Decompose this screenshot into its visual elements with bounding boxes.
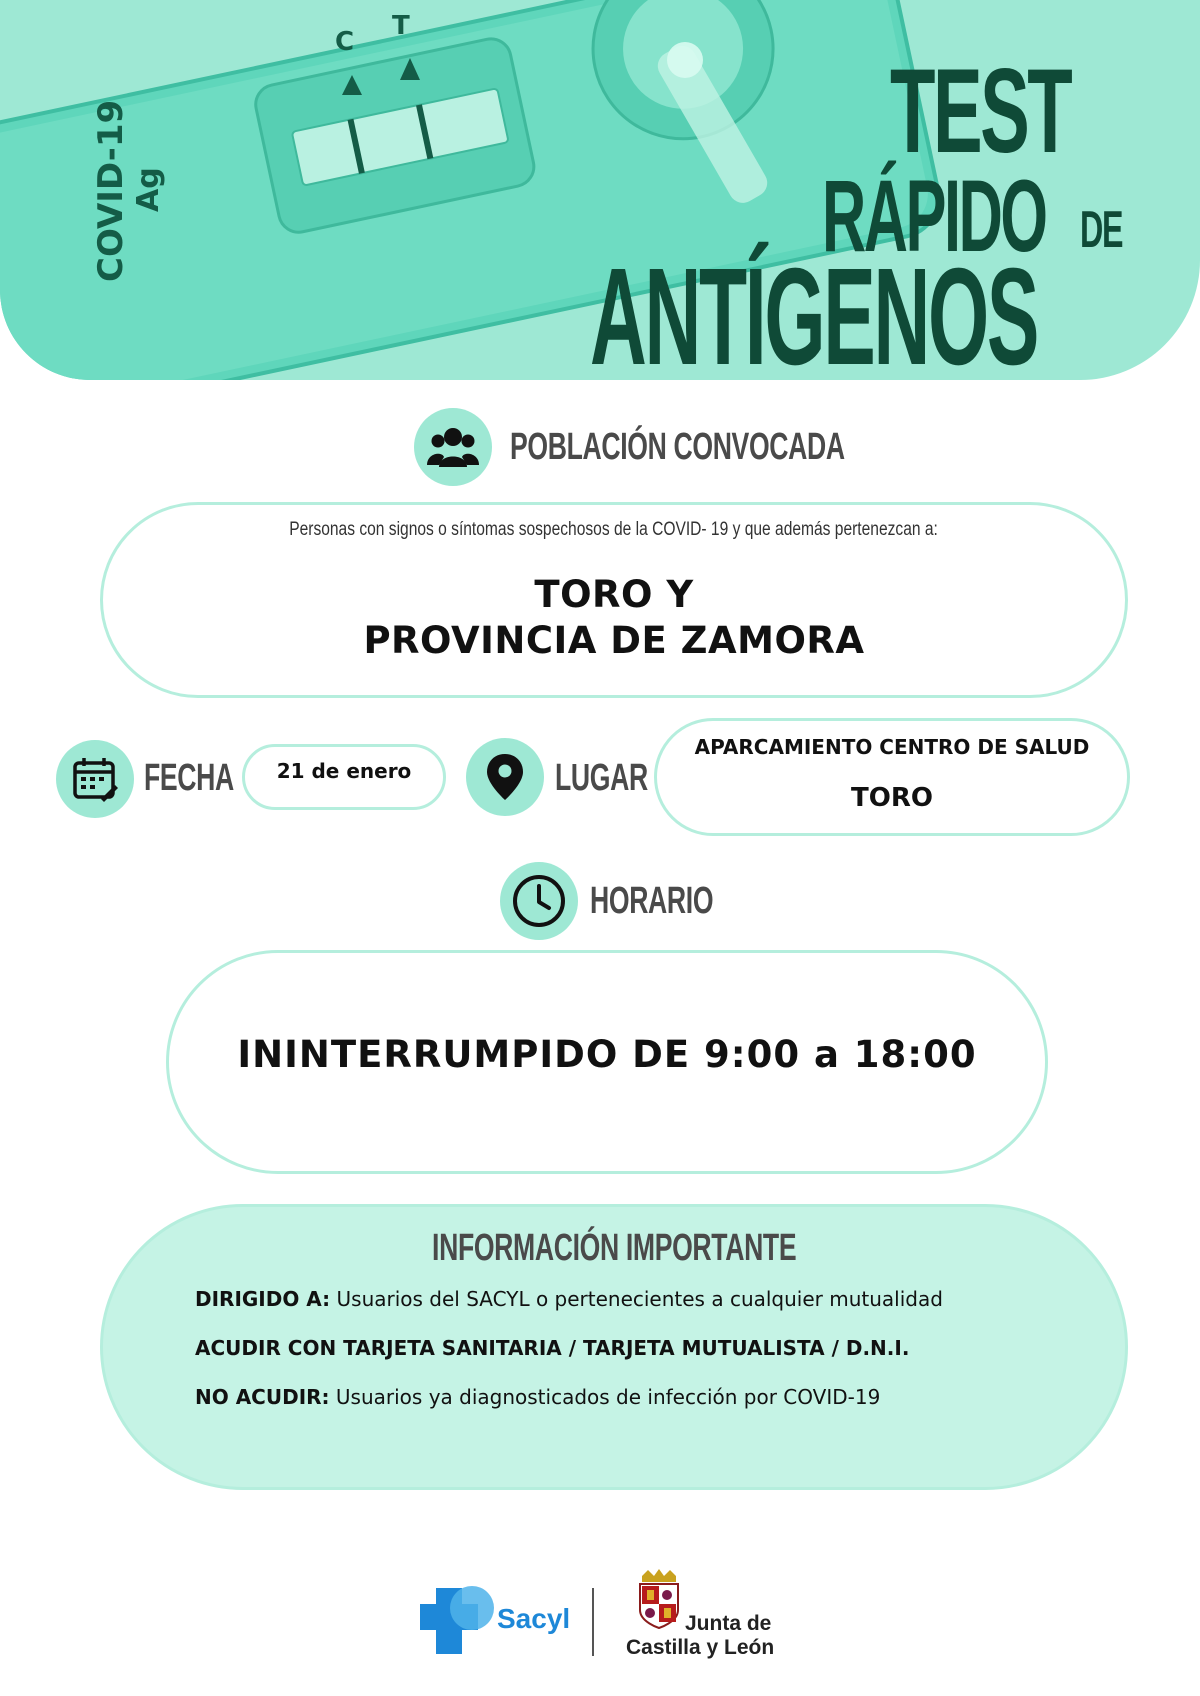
clock-icon — [500, 862, 578, 940]
info-dirigido-label: DIRIGIDO A: — [195, 1287, 331, 1311]
sacyl-logo-text: Sacyl — [497, 1603, 571, 1634]
hero-banner — [0, 0, 1200, 380]
title-de: DE — [1080, 201, 1123, 259]
marker-t-label: T — [392, 11, 410, 41]
info-dirigido-text: Usuarios del SACYL o pertenecientes a cualquier mutualidad — [330, 1287, 943, 1311]
calendar-icon — [56, 740, 134, 818]
lugar-line2: TORO — [851, 783, 933, 813]
title-test: TEST — [890, 44, 1071, 178]
info-no-acudir-label: NO ACUDIR: — [195, 1385, 330, 1409]
poblacion-line2: PROVINCIA DE ZAMORA — [363, 619, 865, 662]
device-label-covid: COVID-19 — [91, 99, 131, 282]
junta-logo-line1: Junta de — [685, 1612, 772, 1635]
fecha-label: FECHA — [144, 757, 234, 799]
poblacion-heading: POBLACIÓN CONVOCADA — [510, 426, 845, 468]
title-antigenos: ANTÍGENOS — [590, 240, 1038, 380]
location-pin-icon — [466, 738, 544, 816]
lugar-box — [654, 718, 1130, 836]
marker-c-label: C — [335, 27, 355, 57]
poblacion-intro: Personas con signos o síntomas sospechosos de la COVID- 19 y que además pertenezcan a: — [289, 519, 939, 540]
sacyl-logo-icon — [420, 1580, 500, 1656]
title-rapido: RÁPIDO — [822, 159, 1046, 273]
poblacion-box — [100, 502, 1128, 698]
logo-divider — [592, 1588, 594, 1656]
horario-value: ININTERRUMPIDO DE 9:00 a 18:00 — [237, 1033, 977, 1076]
horario-box — [166, 950, 1048, 1174]
coat-of-arms-icon — [636, 1568, 682, 1630]
info-no-acudir-text: Usuarios ya diagnosticados de infección por COVID-19 — [329, 1385, 881, 1409]
info-acudir-text: ACUDIR CON TARJETA SANITARIA / TARJETA MUTUALISTA / D.N.I. — [195, 1336, 910, 1360]
junta-logo-line2: Castilla y León — [626, 1636, 775, 1659]
device-label-ag: Ag — [131, 167, 166, 212]
horario-heading: HORARIO — [590, 880, 714, 922]
info-title: INFORMACIÓN IMPORTANTE — [431, 1227, 797, 1269]
info-dirigido — [195, 1287, 943, 1311]
fecha-value: 21 de enero — [276, 759, 412, 783]
group-icon — [414, 408, 492, 486]
poblacion-line1: TORO Y — [534, 573, 694, 616]
lugar-label: LUGAR — [555, 757, 648, 799]
info-no-acudir — [195, 1385, 880, 1409]
lugar-line1: APARCAMIENTO CENTRO DE SALUD — [694, 735, 1090, 759]
info-box — [100, 1204, 1128, 1490]
info-acudir — [195, 1336, 909, 1360]
fecha-box — [242, 744, 446, 810]
